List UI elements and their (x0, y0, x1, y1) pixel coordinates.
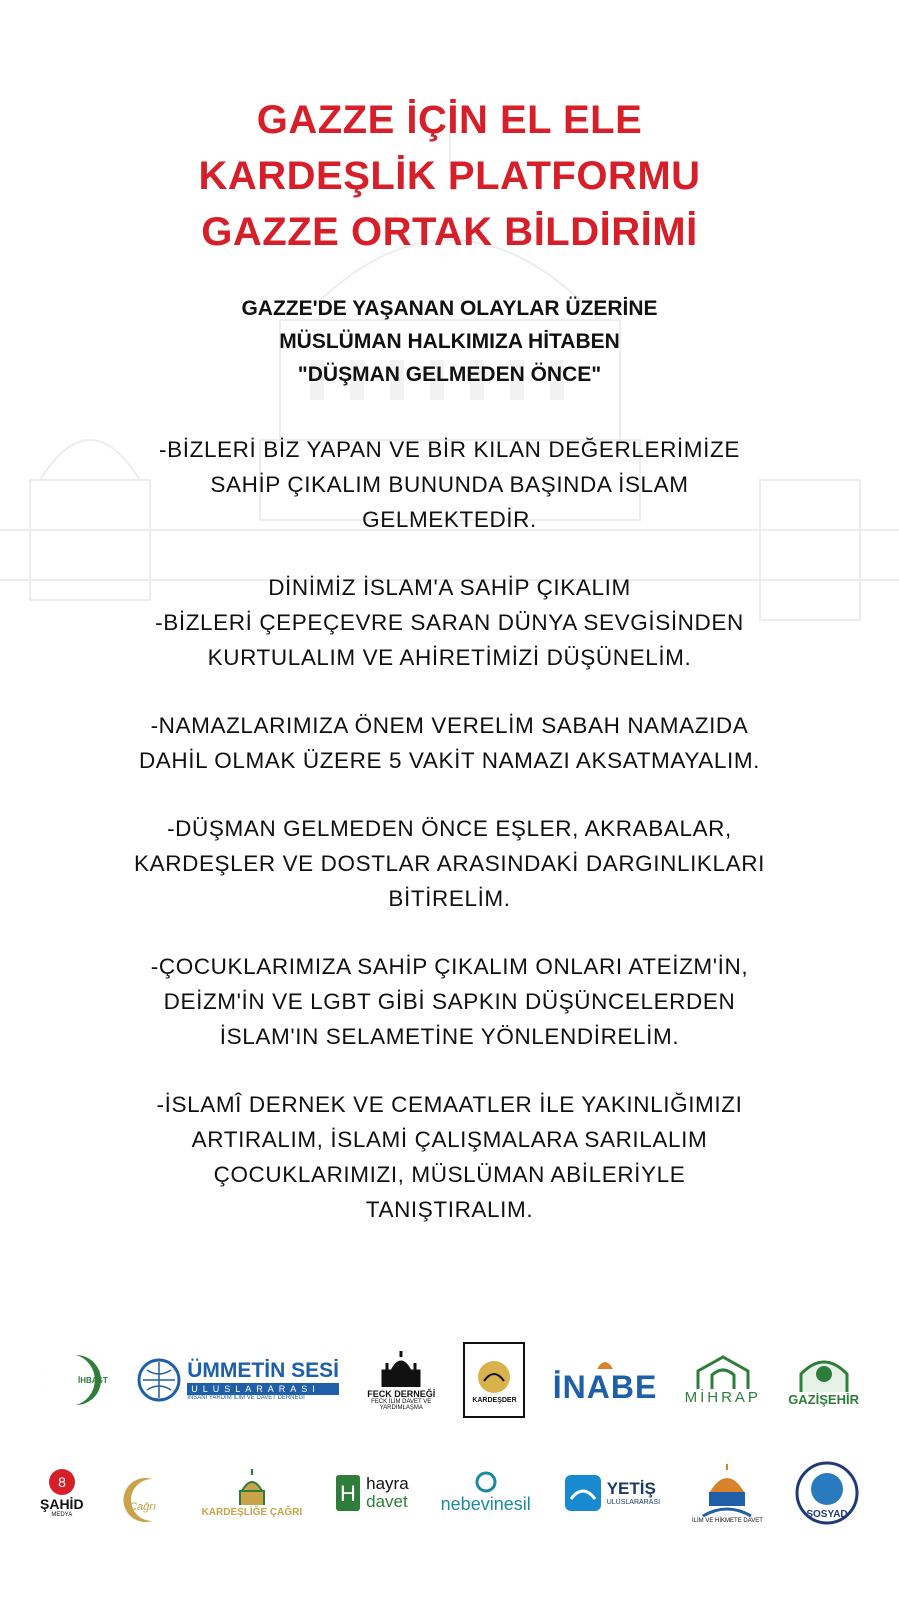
ilim-label: İLİM VE HİKMETE DAVET (692, 1517, 763, 1524)
subtitle-line: "DÜŞMAN GELMEDEN ÖNCE" (297, 363, 602, 386)
feck-logo (366, 1349, 436, 1411)
nebevi-nesil-logo (441, 1470, 531, 1515)
paragraph (60, 949, 839, 1054)
feck-label: FECK DERNEĞİ (367, 1389, 436, 1399)
paragraph-line: KURTULALIM VE AHİRETİMİZİ DÜŞÜNELİM. (207, 645, 692, 670)
yetis-label: YETİŞ (606, 1479, 656, 1498)
sosyad-label: SOSYAD (806, 1508, 848, 1520)
title-line: GAZZE ORTAK BİLDİRİMİ (201, 210, 698, 254)
ifsar-label: Çağrı (129, 1500, 157, 1513)
yetis-logo (563, 1473, 660, 1513)
feck-sub: FECK İLİM DAVET VE YARDIMLAŞMA (371, 1399, 432, 1411)
paragraph-line: -İSLAMÎ DERNEK VE CEMAATLER İLE YAKINLIĞIMIZI (156, 1092, 743, 1117)
paragraph-line: ÇOCUKLARIMIZI, MÜSLÜMAN ABİLERİYLE (213, 1162, 686, 1187)
davet-label: davet (366, 1491, 408, 1511)
ummetin-sesi-logo (137, 1358, 339, 1402)
paragraph (60, 432, 839, 537)
yetis-sub: ULUSLARARASI (606, 1499, 661, 1506)
sahid-label: ŞAHİD (40, 1495, 84, 1512)
paragraph-line: -BİZLERİ ÇEPEÇEVRE SARAN DÜNYA SEVGİSİNDEN (155, 610, 744, 635)
ihbast-logo (40, 1347, 110, 1413)
inabe-logo (553, 1355, 658, 1406)
paragraph-line: -NAMAZLARIMIZA ÖNEM VERELİM SABAH NAMAZIDA (150, 713, 749, 738)
kardeslige-cagri-logo (202, 1467, 303, 1518)
ifsar-cagri-logo (116, 1473, 170, 1513)
subtitle-line: MÜSLÜMAN HALKIMIZA HİTABEN (279, 330, 620, 353)
paragraph (60, 570, 839, 675)
title-line: GAZZE İÇİN EL ELE (256, 98, 643, 142)
svg-text:H: H (340, 1480, 357, 1506)
logo-row (40, 1450, 859, 1535)
paragraph-line: İSLAM'IN SELAMETİNE YÖNLENDİRELİM. (219, 1024, 680, 1049)
paragraph (60, 708, 839, 778)
ilim-hikmet-logo (692, 1462, 763, 1524)
gazisehir-label: GAZİŞEHİR (788, 1391, 859, 1407)
sosyad-logo (795, 1461, 859, 1525)
paragraph-line: GELMEKTEDİR. (362, 507, 537, 532)
paragraph-line: SAHİP ÇIKALIM BUNUNDA BAŞINDA İSLAM (210, 472, 689, 497)
paragraph-line: -ÇOCUKLARIMIZA SAHİP ÇIKALIM ONLARI ATEİZM'İN, (150, 954, 749, 979)
svg-text:8: 8 (57, 1473, 66, 1490)
paragraph-line: BİTİRELİM. (388, 886, 511, 911)
inabe-label: İNABE (552, 1368, 658, 1405)
subtitle-line: GAZZE'DE YAŞANAN OLAYLAR ÜZERİNE (241, 297, 658, 320)
title-block (0, 92, 899, 260)
paragraph-line: DEİZM'İN VE LGBT GİBİ SAPKIN DÜŞÜNCELERDEN (163, 989, 736, 1014)
gazisehir-logo (788, 1354, 859, 1407)
subtitle-block (0, 292, 899, 391)
logo-row (40, 1340, 859, 1420)
title-line: KARDEŞLİK PLATFORMU (198, 154, 701, 198)
paragraph-line: -DÜŞMAN GELMEDEN ÖNCE EŞLER, AKRABALAR, (167, 816, 732, 841)
kardesder-logo (463, 1342, 525, 1418)
ummetin-sesi-sub2: İNSANİ YARDIM İLİM VE DAVET DERNEĞİ (187, 1395, 305, 1401)
statement-body (60, 432, 839, 1260)
sahid-logo (40, 1468, 84, 1518)
hayra-davet-logo (334, 1473, 409, 1513)
paragraph-line: KARDEŞLER VE DOSTLAR ARASINDAKİ DARGINLIKLARI (134, 851, 765, 876)
ihbast-label: İHBAST (78, 1376, 108, 1385)
sahid-sub: MEDYA (51, 1511, 73, 1518)
mihrap-label: MİHRAP (684, 1388, 761, 1406)
paragraph-line: DİNİMİZ İSLAM'A SAHİP ÇIKALIM (268, 575, 631, 600)
kardesder-label: KARDEŞDER (472, 1396, 517, 1404)
paragraph-line: -BİZLERİ BİZ YAPAN VE BİR KILAN DEĞERLERİMİZE (159, 437, 740, 462)
kardeslige-label: KARDEŞLİĞE ÇAĞRI (201, 1507, 303, 1518)
ummetin-sesi-sub: ULUSLARARASI (187, 1383, 339, 1395)
mihrap-logo (685, 1355, 761, 1406)
paragraph-line: TANIŞTIRALIM. (365, 1197, 534, 1222)
ummetin-sesi-label: ÜMMETİN SESİ (187, 1359, 339, 1382)
paragraph (60, 1087, 839, 1227)
paragraph-line: ARTIRALIM, İSLAMİ ÇALIŞMALARA SARILALIM (191, 1127, 708, 1152)
paragraph (60, 811, 839, 916)
hayra-label: hayra (366, 1473, 409, 1493)
nebevi-label: nebevinesil (440, 1494, 531, 1514)
paragraph-line: DAHİL OLMAK ÜZERE 5 VAKİT NAMAZI AKSATMAYALIM. (138, 748, 761, 773)
